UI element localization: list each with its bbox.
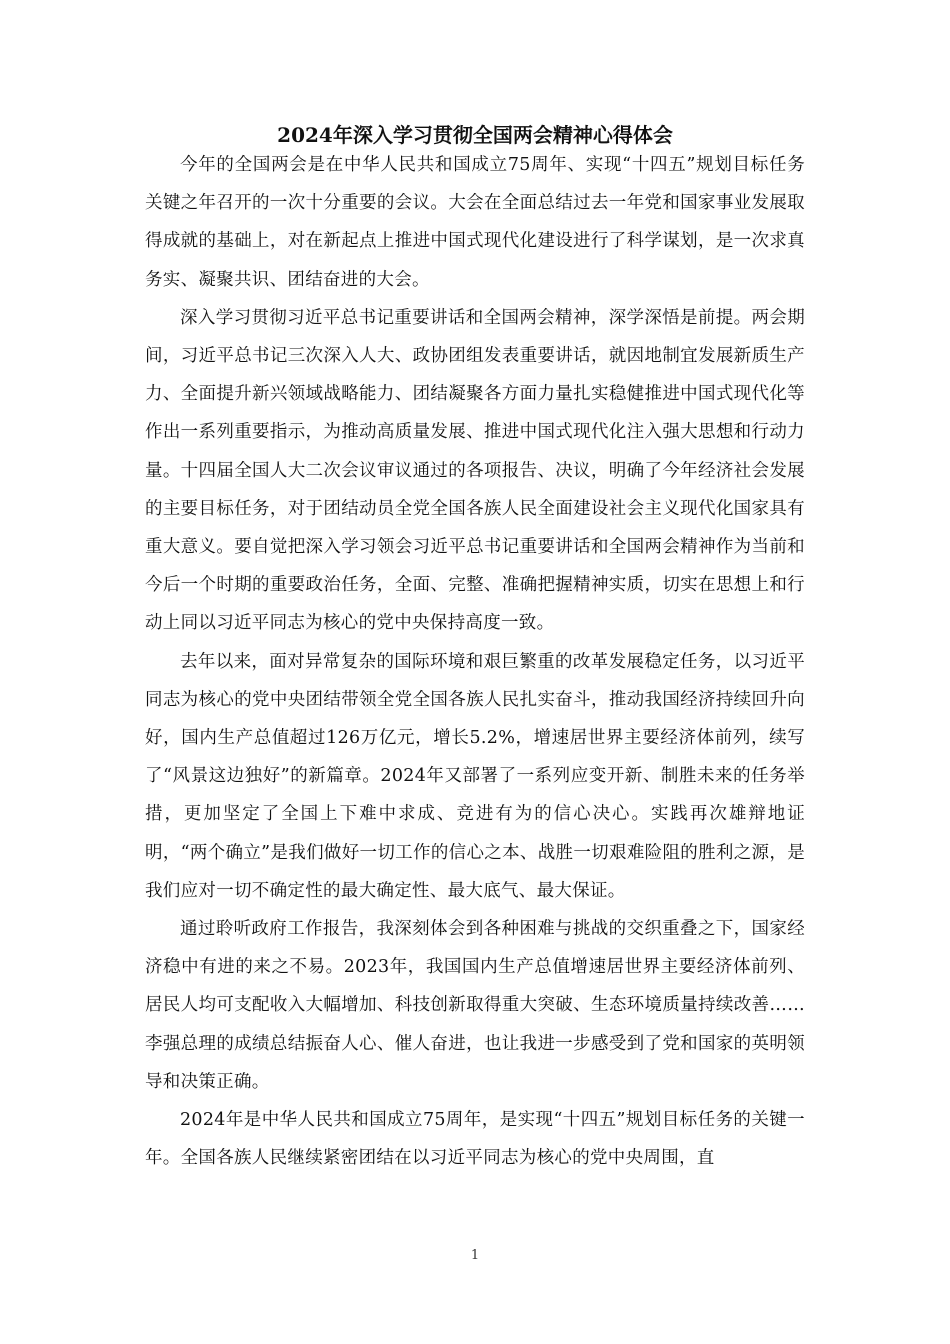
paragraph: 今年的全国两会是在中华人民共和国成立75周年、实现“十四五”规划目标任务关键之年召开的一次十分重要的会议。大会在全面总结过去一年党和国家事业发展取得成就的基础上，对在新起点上推进中国式现代化建设进行了科学谋划，是一次求真务实、凝聚共识、团结奋进的大会。 [145, 155, 805, 290]
paragraph: 通过聆听政府工作报告，我深刻体会到各种困难与挑战的交织重叠之下，国家经济稳中有进的来之不易。2023年，我国国内生产总值增速居世界主要经济体前列、居民人均可支配收入大幅增加、科技创新取得重大突破、生态环境质量持续改善……李强总理的成绩总结振奋人心、催人奋进，也让我进一步感受到了党和国家的英明领导和决策正确。 [145, 919, 805, 1092]
paragraph: 2024年是中华人民共和国成立75周年，是实现“十四五”规划目标任务的关键一年。全国各族人民继续紧密团结在以习近平同志为核心的党中央周围，直 [145, 1110, 805, 1169]
document-title: 2024年深入学习贯彻全国两会精神心得体会 [277, 123, 673, 147]
document-body [145, 146, 805, 1177]
page-number: 1 [470, 1248, 480, 1263]
paragraph: 深入学习贯彻习近平总书记重要讲话和全国两会精神，深学深悟是前提。两会期间，习近平总书记三次深入人大、政协团组发表重要讲话，就因地制宜发展新质生产力、全面提升新兴领域战略能力、团结凝聚各方面力量扎实稳健推进中国式现代化等作出一系列重要指示，为推动高质量发展、推进中国式现代化注入强大思想和行动力量。十四届全国人大二次会议审议通过的各项报告、决议，明确了今年经济社会发展的主要目标任务，对于团结动员全党全国各族人民全面建设社会主义现代化国家具有重大意义。要自觉把深入学习领会习近平总书记重要讲话和全国两会精神作为当前和今后一个时期的重要政治任务，全面、完整、准确把握精神实质，切实在思想上和行动上同以习近平同志为核心的党中央保持高度一致。 [145, 307, 805, 634]
paragraph: 去年以来，面对异常复杂的国际环境和艰巨繁重的改革发展稳定任务，以习近平同志为核心的党中央团结带领全党全国各族人民扎实奋斗，推动我国经济持续回升向好，国内生产总值超过126万亿元，增长5.2%，增速居世界主要经济体前列，续写了“风景这边独好”的新篇章。2024年又部署了一系列应变开新、制胜未来的任务举措，更加坚定了全国上下难中求成、竞进有为的信心决心。实践再次雄辩地证明，“两个确立”是我们做好一切工作的信心之本、战胜一切艰难险阻的胜利之源，是我们应对一切不确定性的最大确定性、最大底气、最大保证。 [145, 651, 805, 901]
